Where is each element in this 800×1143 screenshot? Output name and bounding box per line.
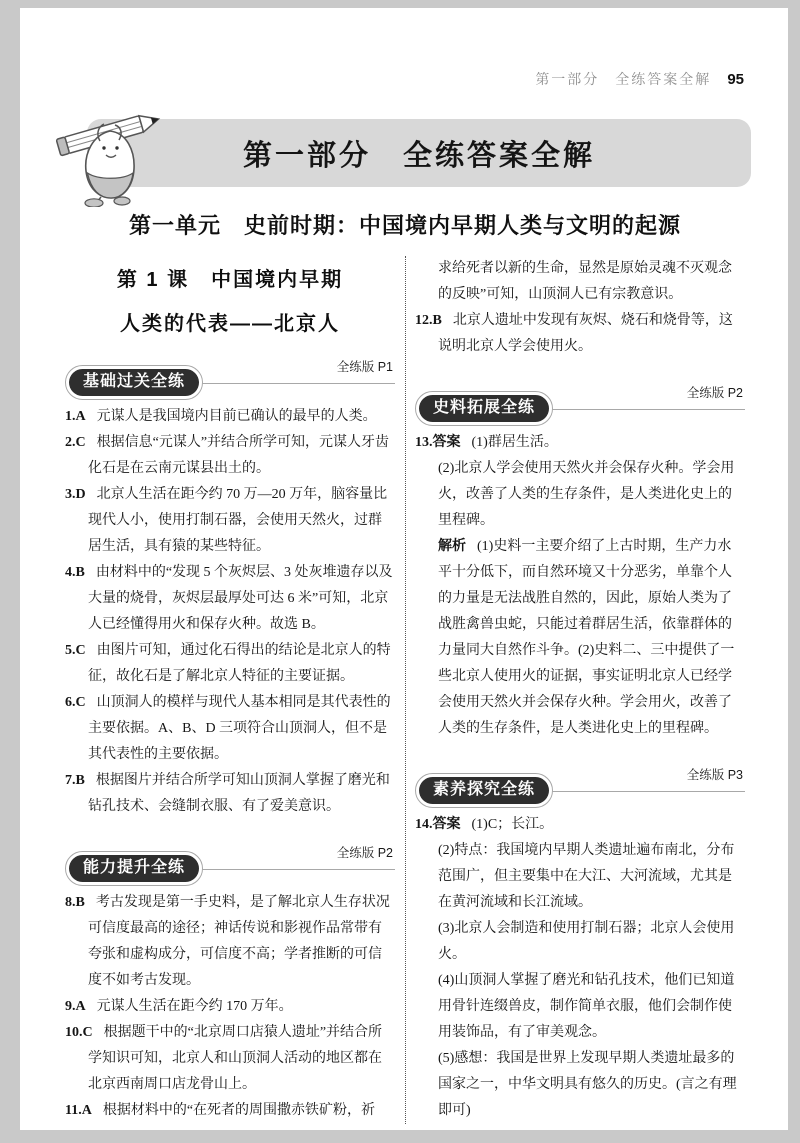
page-number: 95 (727, 71, 744, 88)
answer-label: 13.答案 (415, 435, 461, 450)
answer-label: 11.A (65, 1103, 92, 1118)
answer-item (65, 482, 395, 560)
page-content (20, 119, 788, 1124)
answer-item (65, 890, 395, 994)
paper (20, 8, 788, 1130)
continued-text (415, 256, 745, 308)
answer-subitem (415, 1046, 745, 1124)
answer-label: 4.B (65, 565, 85, 580)
section-badge-label: 能力提升全练 (69, 855, 199, 882)
page-ref: 全练版 P2 (686, 386, 743, 400)
answer-text: 北京人遗址中发现有灰烬、烧石和烧骨等，这说明北京人学会使用火。 (438, 313, 733, 354)
page-ref: 全练版 P1 (336, 360, 393, 374)
answer-item (65, 1020, 395, 1098)
answer-label: 10.C (65, 1025, 93, 1040)
answer-item (415, 812, 745, 838)
section-rule (549, 767, 745, 792)
lesson-title-line: 人类的代表——北京人 (120, 313, 340, 335)
answer-label: 1.A (65, 409, 86, 424)
part-title: 第一部分 全练答案全解 (242, 139, 595, 172)
lesson-title-line: 第 1 课 中国境内早期 (116, 269, 344, 291)
answer-label: 6.C (65, 695, 86, 710)
section-badge (415, 391, 553, 426)
section-rule (549, 385, 745, 410)
answer-subitem (415, 456, 745, 534)
section-badge (415, 773, 553, 808)
page-ref: 全练版 P3 (686, 768, 743, 782)
section-badge (65, 851, 203, 886)
answer-text: 山顶洞人的模样与现代人基本相同是其代表性的主要依据。A、B、D 三项符合山顶洞人，但不是其代表性的主要依据。 (88, 695, 391, 762)
subitem-text: (1)史料一主要介绍了上古时期，生产力水平十分低下，而自然环境又十分恶劣，单靠个人的力量是无法战胜自然的，因此，原始人类为了战胜禽兽虫蛇，只能过着群居生活，依靠群体的力量同大自然作斗争。(2)史料二、三中提供了一些北京人使用火的证据，事实证明北京人已经学会使用天然火并会保存火种。学会用火，改善了人类的生存条件，是人类进化史上的里程碑。 (438, 539, 735, 736)
answer-item (65, 404, 395, 430)
column-right (405, 256, 745, 1124)
section-badge-label: 基础过关全练 (69, 369, 199, 396)
continued-paragraph: 求给死者以新的生命，显然是原始灵魂不灭观念的反映”可知，山顶洞人已有宗教意识。 (438, 261, 732, 302)
section-header (415, 762, 745, 802)
answer-text: 考古发现是第一手史料，是了解北京人生存状况可信度最高的途径；神话传说和影视作品常带有夸张和虚构成分，可信度不高；学者推断的可信度不如考古发现。 (88, 895, 390, 988)
answer-item (65, 690, 395, 768)
part-title-banner (87, 119, 751, 187)
subitem-text: (2)北京人学会使用天然火并会保存火种。学会用火，改善了人类的生存条件，是人类进化史上的里程碑。 (438, 461, 735, 528)
columns (65, 256, 745, 1124)
answer-text: 根据题干中的“北京周口店猿人遗址”并结合所学知识可知，北京人和山顶洞人活动的地区都在北京西南周口店龙骨山上。 (88, 1025, 383, 1092)
answer-text: 根据材料中的“在死者的周围撒赤铁矿粉，祈 (102, 1103, 376, 1118)
answer-item (415, 308, 745, 360)
answer-label: 7.B (65, 773, 85, 788)
answer-subitem (415, 534, 745, 742)
page-header (20, 8, 788, 89)
answer-text: 由图片可知，通过化石得出的结论是北京人的特征，故化石是了解北京人特征的主要证据。 (88, 643, 391, 684)
answer-text: 元谋人生活在距今约 170 万年。 (96, 999, 293, 1014)
answer-label: 5.C (65, 643, 86, 658)
analysis-label: 解析 (438, 539, 466, 554)
section-header (65, 840, 395, 880)
lesson-title (65, 258, 395, 346)
answer-label: 8.B (65, 895, 85, 910)
answer-text: (1)C；长江。 (471, 817, 554, 832)
answer-label: 12.B (415, 313, 442, 328)
answer-text: 元谋人是我国境内目前已确认的最早的人类。 (96, 409, 377, 424)
answer-item (65, 430, 395, 482)
answer-text: 根据信息“元谋人”并结合所学可知，元谋人牙齿化石是在云南元谋县出土的。 (88, 435, 390, 476)
answer-subitem (415, 916, 745, 968)
section-rule (199, 845, 395, 870)
answer-text: 根据图片并结合所学可知山顶洞人掌握了磨光和钻孔技术、会缝制衣服、有了爱美意识。 (88, 773, 390, 814)
answer-item (65, 768, 395, 820)
section-badge-label: 素养探究全练 (419, 777, 549, 804)
answer-label: 14.答案 (415, 817, 461, 832)
section-badge (65, 365, 203, 400)
answer-text: 由材料中的“发现 5 个灰烬层、3 处灰堆遗存以及大量的烧骨，灰烬层最厚处可达 6 米”可知，北京人已经懂得用火和保存火种。故选 B。 (88, 565, 393, 632)
section-rule (199, 359, 395, 384)
subitem-text: (4)山顶洞人掌握了磨光和钻孔技术，他们已知道用骨针连缀兽皮，制作简单衣服，他们会制作使用装饰品，有了审美观念。 (438, 973, 735, 1040)
subitem-text: (5)感想：我国是世界上发现早期人类遗址最多的国家之一，中华文明具有悠久的历史。(言之有理即可) (438, 1051, 737, 1118)
section-header (415, 380, 745, 420)
answer-subitem (415, 968, 745, 1046)
unit-title: 第一单元 史前时期：中国境内早期人类与文明的起源 (128, 213, 681, 238)
answer-item (415, 430, 745, 456)
answer-subitem (415, 838, 745, 916)
page-ref: 全练版 P2 (336, 846, 393, 860)
section-badge-label: 史料拓展全练 (419, 395, 549, 422)
subitem-text: (2)特点：我国境内早期人类遗址遍布南北，分布范围广，但主要集中在大江、大河流域，尤其是在黄河流域和长江流域。 (438, 843, 735, 910)
answer-item (65, 560, 395, 638)
page-header-title: 第一部分 全练答案全解 (535, 71, 712, 87)
answer-label: 2.C (65, 435, 86, 450)
column-left (65, 256, 395, 1124)
answer-item (65, 1098, 395, 1124)
section-header (65, 354, 395, 394)
answer-text: (1)群居生活。 (471, 435, 558, 450)
subitem-text: (3)北京人会制造和使用打制石器；北京人会使用火。 (438, 921, 735, 962)
answer-label: 3.D (65, 487, 86, 502)
answer-label: 9.A (65, 999, 86, 1014)
banner-row (65, 119, 745, 187)
answer-item (65, 638, 395, 690)
answer-text: 北京人生活在距今约 70 万—20 万年，脑容量比现代人小，使用打制石器，会使用天然火，过群居生活，具有猿的某些特征。 (88, 487, 388, 554)
pencil-mascot-icon (53, 95, 171, 207)
answer-item (65, 994, 395, 1020)
